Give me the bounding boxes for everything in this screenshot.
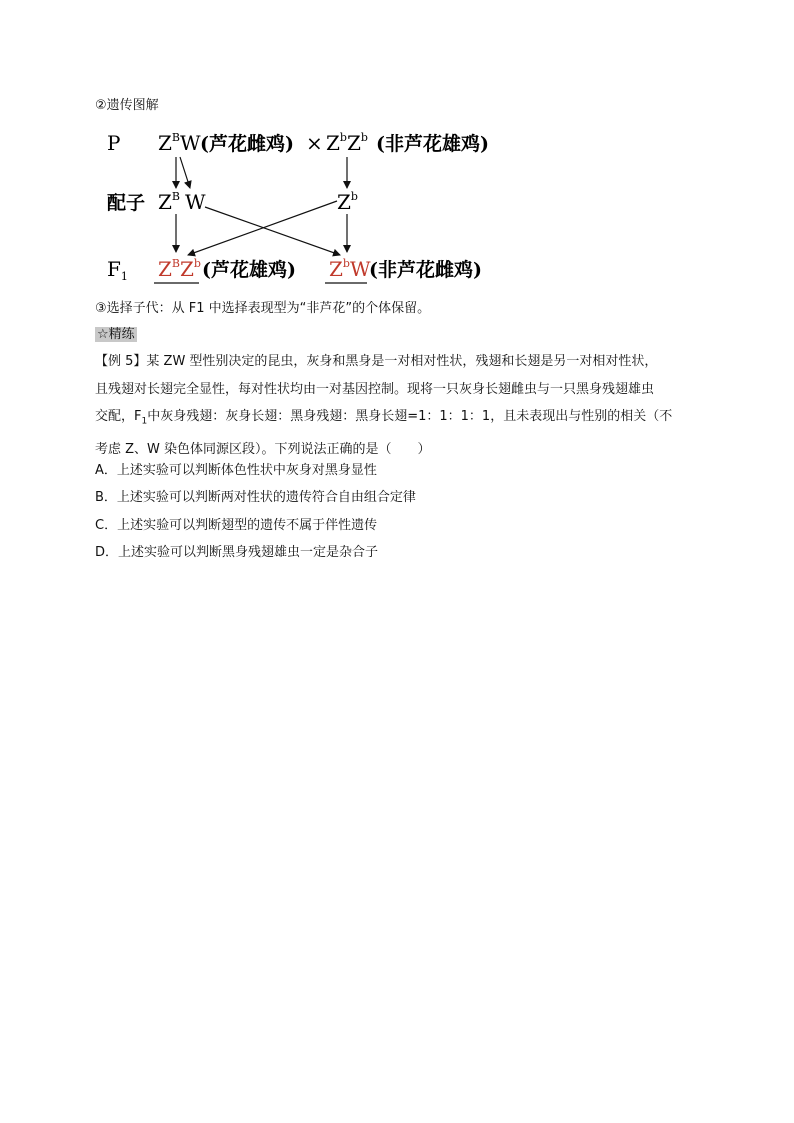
- example-line-3: 交配，$F_1$中灰身残翅：灰身长翅：黑身残翅：黑身长翅=1：1：1：1，且未表现出与性别的相关（不: [95, 409, 673, 427]
- example-line-2: 且残翅对长翅完全显性，每对性状均由一对基因控制。现将一只灰身长翅雌虫与一只黑身残翅雄虫: [95, 381, 655, 397]
- father-genotype: $Z^bZ^b$: [326, 131, 368, 155]
- mother-phenotype: (芦花雌鸡): [200, 133, 294, 155]
- offspring2-genotype: $Z^bW$: [329, 257, 371, 281]
- example-line-1: 【例 5】某 ZW 型性别决定的昆虫，灰身和黑身是一对相对性状，残翅和长翅是另一对相对性状，: [95, 354, 658, 369]
- genetic-cross-diagram: [0, 0, 794, 300]
- option-a: A．上述实验可以判断体色性状中灰身对黑身显性: [95, 463, 377, 478]
- cross-symbol: ×: [306, 131, 323, 155]
- offspring1-genotype: $Z^BZ^b$: [158, 257, 201, 281]
- section-3-text: ③选择子代：从 F1 中选择表现型为“非芦花”的个体保留。: [95, 301, 431, 316]
- practice-badge: ☆精练: [97, 327, 135, 342]
- section-2-title: ②遗传图解: [95, 98, 159, 113]
- row-label-f1: $F_1$: [107, 257, 128, 283]
- row-label-p: P: [107, 131, 121, 155]
- practice-label: [95, 326, 137, 344]
- option-b: B．上述实验可以判断两对性状的遗传符合自由组合定律: [95, 490, 416, 505]
- father-phenotype: (非芦花雄鸡): [376, 133, 489, 155]
- option-d: D．上述实验可以判断黑身残翅雄虫一定是杂合子: [95, 545, 379, 560]
- row-label-gamete: 配子: [107, 192, 146, 214]
- gamete-zb-father: $Z^b$: [337, 190, 358, 214]
- offspring2-phenotype: (非芦花雌鸡): [369, 259, 482, 281]
- gamete-w-mother: W: [185, 190, 206, 214]
- mother-genotype: $Z^BW$: [158, 131, 201, 155]
- example-line-4: 考虑 Z、W 染色体同源区段）。下列说法正确的是（ ）: [95, 442, 431, 458]
- arrow-mother-to-gamete-w: [180, 157, 190, 188]
- arrow-w-to-offspring2: [205, 207, 340, 255]
- example-tag: 【例 5】: [95, 354, 147, 369]
- offspring1-phenotype: (芦花雄鸡): [202, 259, 296, 281]
- example-question: [95, 348, 705, 464]
- option-c: C．上述实验可以判断翅型的遗传不属于伴性遗传: [95, 518, 378, 533]
- gamete-zb-mother: $Z^B$: [158, 190, 180, 214]
